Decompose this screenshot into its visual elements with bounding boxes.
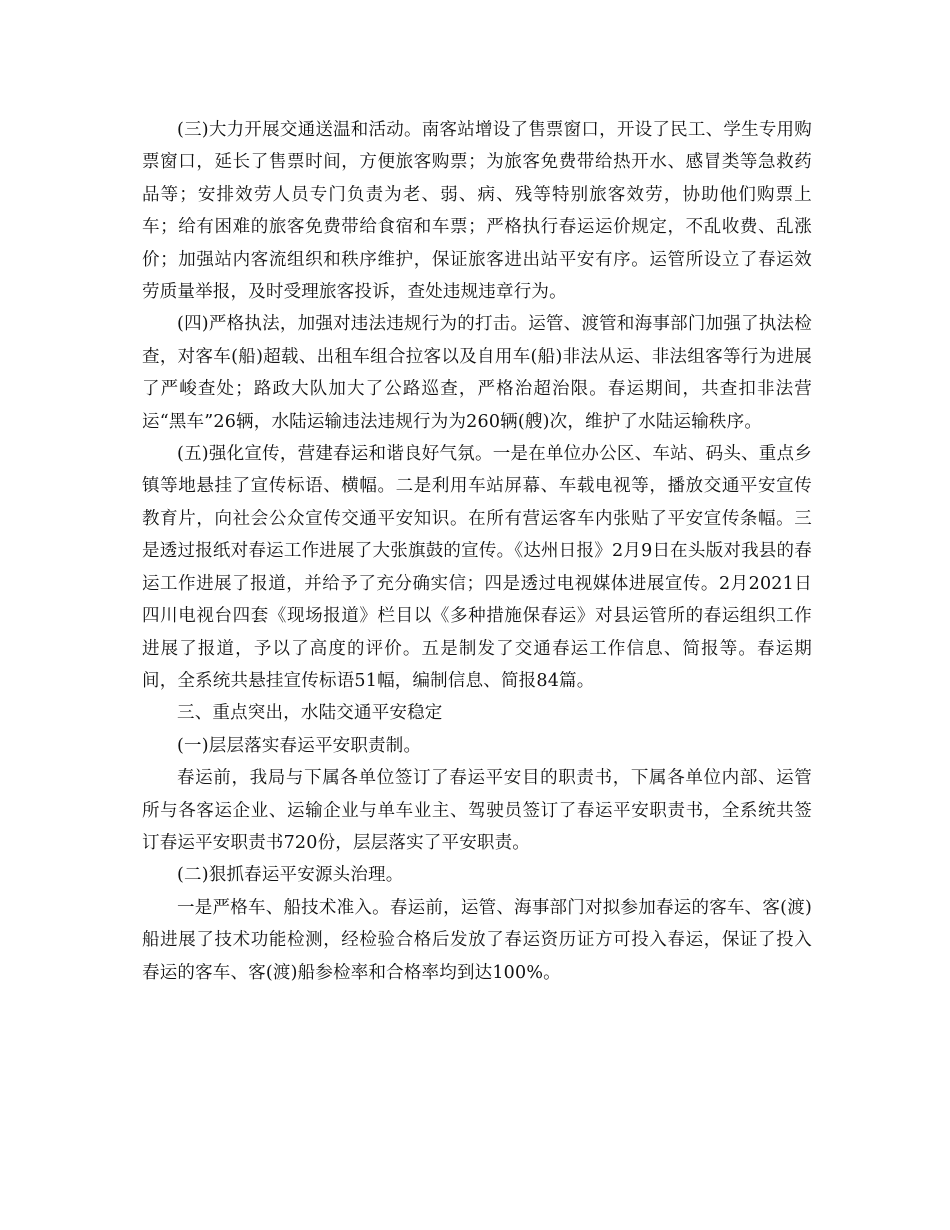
section-heading-3: 三、重点突出，水陆交通平安稳定 xyxy=(177,703,443,724)
paragraph-section-3-item-3: (三)大力开展交通送温和活动。南客站增设了售票窗口，开设了民工、学生专用购票窗口，延长了售票时间，方便旅客购票；为旅客免费带给热开水、感冒类等急救药品等；安排效劳人员专门负责为老、弱、病、残等特别旅客效劳，协助他们购票上车；给有困难的旅客免费带给食宿和车票；严格执行春运运价规定，不乱收费、乱涨价；加强站内客流组织和秩序维护，保证旅客进出站平安有序。运管所设立了春运效劳质量举报，及时受理旅客投诉，查处违规违章行为。 xyxy=(142,120,812,303)
subheading-2: (二)狠抓春运平安源头治理。 xyxy=(177,865,404,886)
paragraph-technical-access: 一是严格车、船技术准入。春运前，运管、海事部门对拟参加春运的客车、客(渡)船进展了技术功能检测，经检验合格后发放了春运资历证方可投入春运，保证了投入春运的客车、客(渡)船参检率和合格率均到达100%。 xyxy=(142,897,812,983)
paragraph-section-3-item-5: (五)强化宣传，营建春运和谐良好气氛。一是在单位办公区、车站、码头、重点乡镇等地悬挂了宣传标语、横幅。二是利用车站屏幕、车载电视等，播放交通平安宣传教育片，向社会公众宣传交通平安知识。在所有营运客车内张贴了平安宣传条幅。三是透过报纸对春运工作进展了大张旗鼓的宣传。《达州日报》2月9日在头版对我县的春运工作进展了报道，并给予了充分确实信；四是透过电视媒体进展宣传。2月2021日四川电视台四套《现场报道》栏目以《多种措施保春运》对县运管所的春运组织工作进展了报道，予以了高度的评价。五是制发了交通春运工作信息、简报等。春运期间，全系统共悬挂宣传标语51幅，编制信息、简报84篇。 xyxy=(142,444,812,691)
subheading-1: (一)层层落实春运平安职责制。 xyxy=(177,735,422,756)
paragraph-section-3-item-4: (四)严格执法，加强对违法违规行为的打击。运管、渡管和海事部门加强了执法检查，对客车(船)超载、出租车组合拉客以及自用车(船)非法从运、非法组客等行为进展了严峻查处；路政大队加大了公路巡查，严格治超治限。春运期间，共查扣非法营运“黑车”26辆，水陆运输违法违规行为为260辆(艘)次，维护了水陆运输秩序。 xyxy=(142,314,812,432)
document-body xyxy=(142,114,812,989)
paragraph-safety-responsibility: 春运前，我局与下属各单位签订了春运平安目的职责书，下属各单位内部、运管所与各客运企业、运输企业与单车业主、驾驶员签订了春运平安职责书，全系统共签订春运平安职责书720份，层层落实了平安职责。 xyxy=(142,768,812,853)
